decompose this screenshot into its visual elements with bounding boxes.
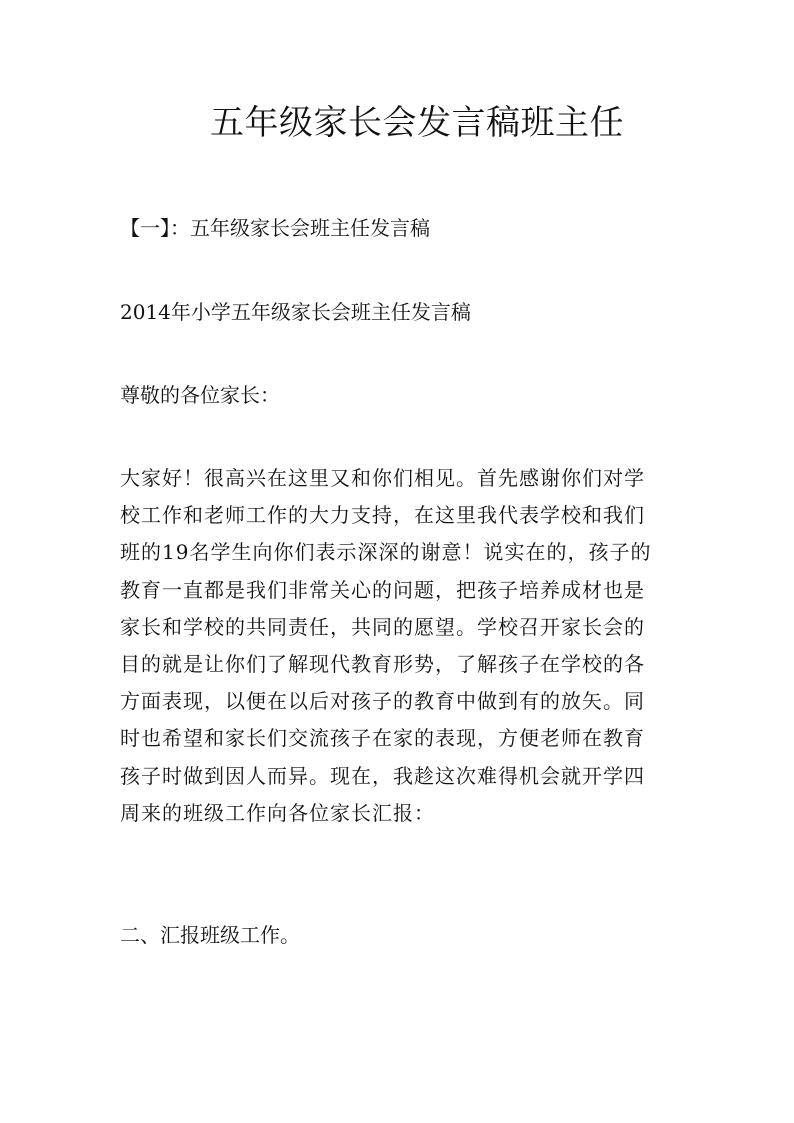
section-heading: 【一】：五年级家长会班主任发言稿 bbox=[120, 216, 430, 240]
document-title: 五年级家长会发言稿班主任 bbox=[210, 103, 624, 143]
salutation: 尊敬的各位家长： bbox=[120, 383, 280, 407]
paragraph-line: 班的19名学生向你们表示深深的谢意！说实在的，孩子的 bbox=[120, 540, 652, 565]
paragraph-line: 周来的班级工作向各位家长汇报： bbox=[120, 800, 435, 825]
paragraph-line: 目的就是让你们了解现代教育形势，了解孩子在学校的各 bbox=[120, 652, 645, 677]
paragraph-line: 校工作和老师工作的大力支持，在这里我代表学校和我们 bbox=[120, 503, 645, 528]
paragraph-line: 孩子时做到因人而异。现在，我趁这次难得机会就开学四 bbox=[120, 763, 645, 788]
paragraph-line: 大家好！很高兴在这里又和你们相见。首先感谢你们对学 bbox=[120, 466, 645, 490]
paragraph-line: 时也希望和家长们交流孩子在家的表现，方便老师在教育 bbox=[120, 726, 645, 751]
paragraph-line: 家长和学校的共同责任，共同的愿望。学校召开家长会的 bbox=[120, 614, 645, 639]
paragraph-line: 教育一直都是我们非常关心的问题，把孩子培养成材也是 bbox=[120, 577, 645, 602]
subtitle: 2014年小学五年级家长会班主任发言稿 bbox=[120, 300, 471, 324]
body-paragraph bbox=[120, 460, 680, 832]
paragraph-line: 方面表现，以便在以后对孩子的教育中做到有的放矢。同 bbox=[120, 689, 645, 714]
section-two-heading: 二、汇报班级工作。 bbox=[120, 923, 300, 947]
